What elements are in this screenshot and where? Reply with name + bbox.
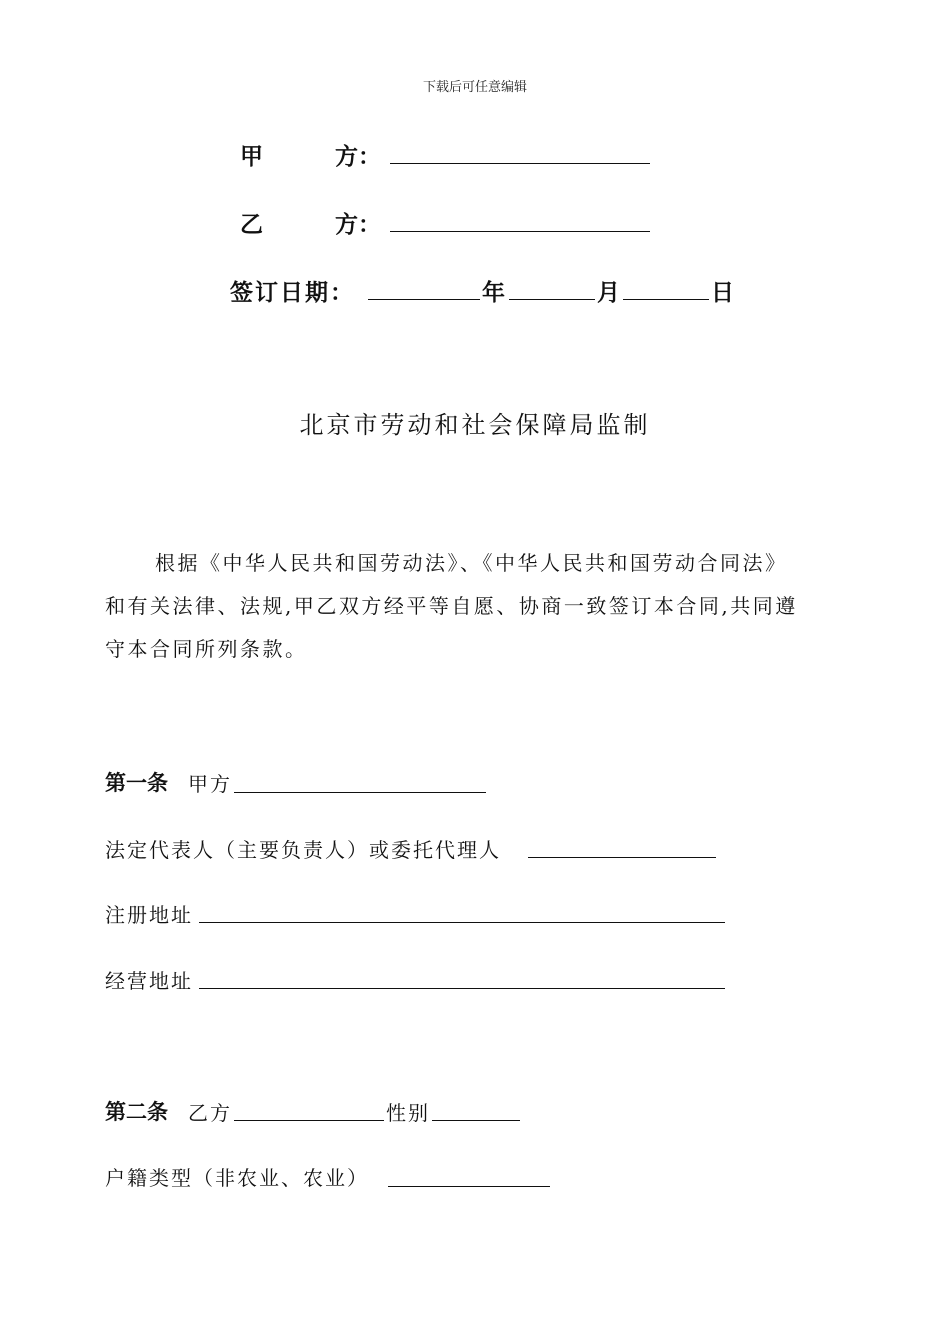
preamble-line-3: 守本合同所列条款。 xyxy=(105,637,308,661)
preamble-line-2: 和有关法律、法规,甲乙双方经平等自愿、协商一致签订本合同,共同遵 xyxy=(105,594,798,618)
supervising-authority: 北京市劳动和社会保障局监制 xyxy=(299,411,651,439)
sign-year-blank[interactable] xyxy=(368,299,480,300)
registered-address-blank[interactable] xyxy=(199,922,725,923)
business-address-blank[interactable] xyxy=(199,988,725,989)
party-b-label-char2: 方： xyxy=(335,212,381,238)
employer-name-blank[interactable] xyxy=(234,792,486,793)
article-2-title: 第二条 xyxy=(105,1100,168,1124)
household-type-label: 户籍类型（非农业、农业） xyxy=(105,1166,369,1190)
sign-day-blank[interactable] xyxy=(623,299,709,300)
sign-year-label: 年 xyxy=(482,280,505,306)
representative-blank[interactable] xyxy=(528,857,716,858)
article-1-party-label: 甲方 xyxy=(188,772,232,796)
party-b-blank[interactable] xyxy=(390,231,650,232)
party-a-blank[interactable] xyxy=(390,163,650,164)
header-note: 下载后可任意编辑 xyxy=(422,80,527,95)
employee-name-blank[interactable] xyxy=(234,1120,384,1121)
article-1-title: 第一条 xyxy=(105,771,168,795)
gender-label: 性别 xyxy=(386,1101,430,1125)
party-a-label-char1: 甲 xyxy=(240,144,263,170)
gender-blank[interactable] xyxy=(432,1120,520,1121)
preamble-line-1: 根据《中华人民共和国劳动法》、《中华人民共和国劳动合同法》 xyxy=(155,551,788,575)
sign-date-label: 签订日期： xyxy=(230,280,355,306)
party-b-label-char1: 乙 xyxy=(240,212,263,238)
sign-month-label: 月 xyxy=(597,280,620,306)
article-2-party-label: 乙方 xyxy=(188,1101,232,1125)
business-address-label: 经营地址 xyxy=(105,969,193,993)
registered-address-label: 注册地址 xyxy=(105,903,193,927)
sign-day-label: 日 xyxy=(711,280,734,306)
sign-month-blank[interactable] xyxy=(509,299,595,300)
household-type-blank[interactable] xyxy=(388,1186,550,1187)
preamble-paragraph xyxy=(105,542,845,671)
representative-label: 法定代表人（主要负责人）或委托代理人 xyxy=(105,838,501,862)
party-a-label-char2: 方： xyxy=(335,144,381,170)
